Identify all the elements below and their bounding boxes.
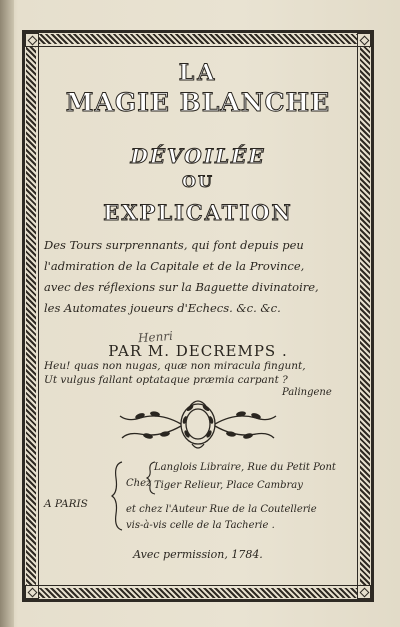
corner-ornament [25, 585, 39, 599]
permission-date: Avec permission, 1784. [133, 548, 263, 561]
corner-ornament [357, 33, 371, 47]
title-la: LA [178, 60, 218, 86]
imprint-city: A PARIS [44, 498, 88, 510]
corner-ornament [25, 33, 39, 47]
imprint-publisher: Tiger Relieur, Place Cambray [154, 480, 303, 491]
epigraph-attribution: Palingene [282, 387, 332, 398]
title-content [40, 52, 356, 582]
imprint-chez: Chez [126, 478, 152, 489]
imprint-publisher: Langlois Libraire, Rue du Petit Pont [154, 462, 336, 473]
description-line: l'admiration de la Capitale et de la Province, [44, 259, 305, 273]
epigraph-line: Heu! quas non nugas, quæ non miracula fingunt, [44, 360, 306, 372]
title-explication: EXPLICATION [103, 200, 293, 225]
title-ou: OU [182, 172, 214, 191]
left-brace [110, 460, 124, 532]
imprint-publisher: vis-à-vis celle de la Tacherie . [126, 520, 275, 531]
corner-ornament [357, 585, 371, 599]
title-magie-blanche: MAGIE BLANCHE [65, 88, 331, 117]
handwritten-annotation: Henri [137, 328, 174, 346]
laurel-wreath-ornament [110, 394, 286, 454]
description-line: les Automates joueurs d'Echecs. &c. &c. [44, 301, 281, 315]
description-line: Des Tours surprennants, qui font depuis peu [44, 238, 304, 252]
author-line: PAR M. DECREMPS . [108, 342, 288, 360]
description-line: avec des réflexions sur la Baguette divinatoire, [44, 280, 319, 294]
epigraph-line: Ut vulgus fallant optataque præmia carpant ? [44, 374, 288, 386]
book-gutter [0, 0, 14, 627]
imprint-publisher: et chez l'Auteur Rue de la Coutellerie [126, 504, 317, 515]
title-devoilee: DÉVOILÉE [130, 144, 266, 168]
